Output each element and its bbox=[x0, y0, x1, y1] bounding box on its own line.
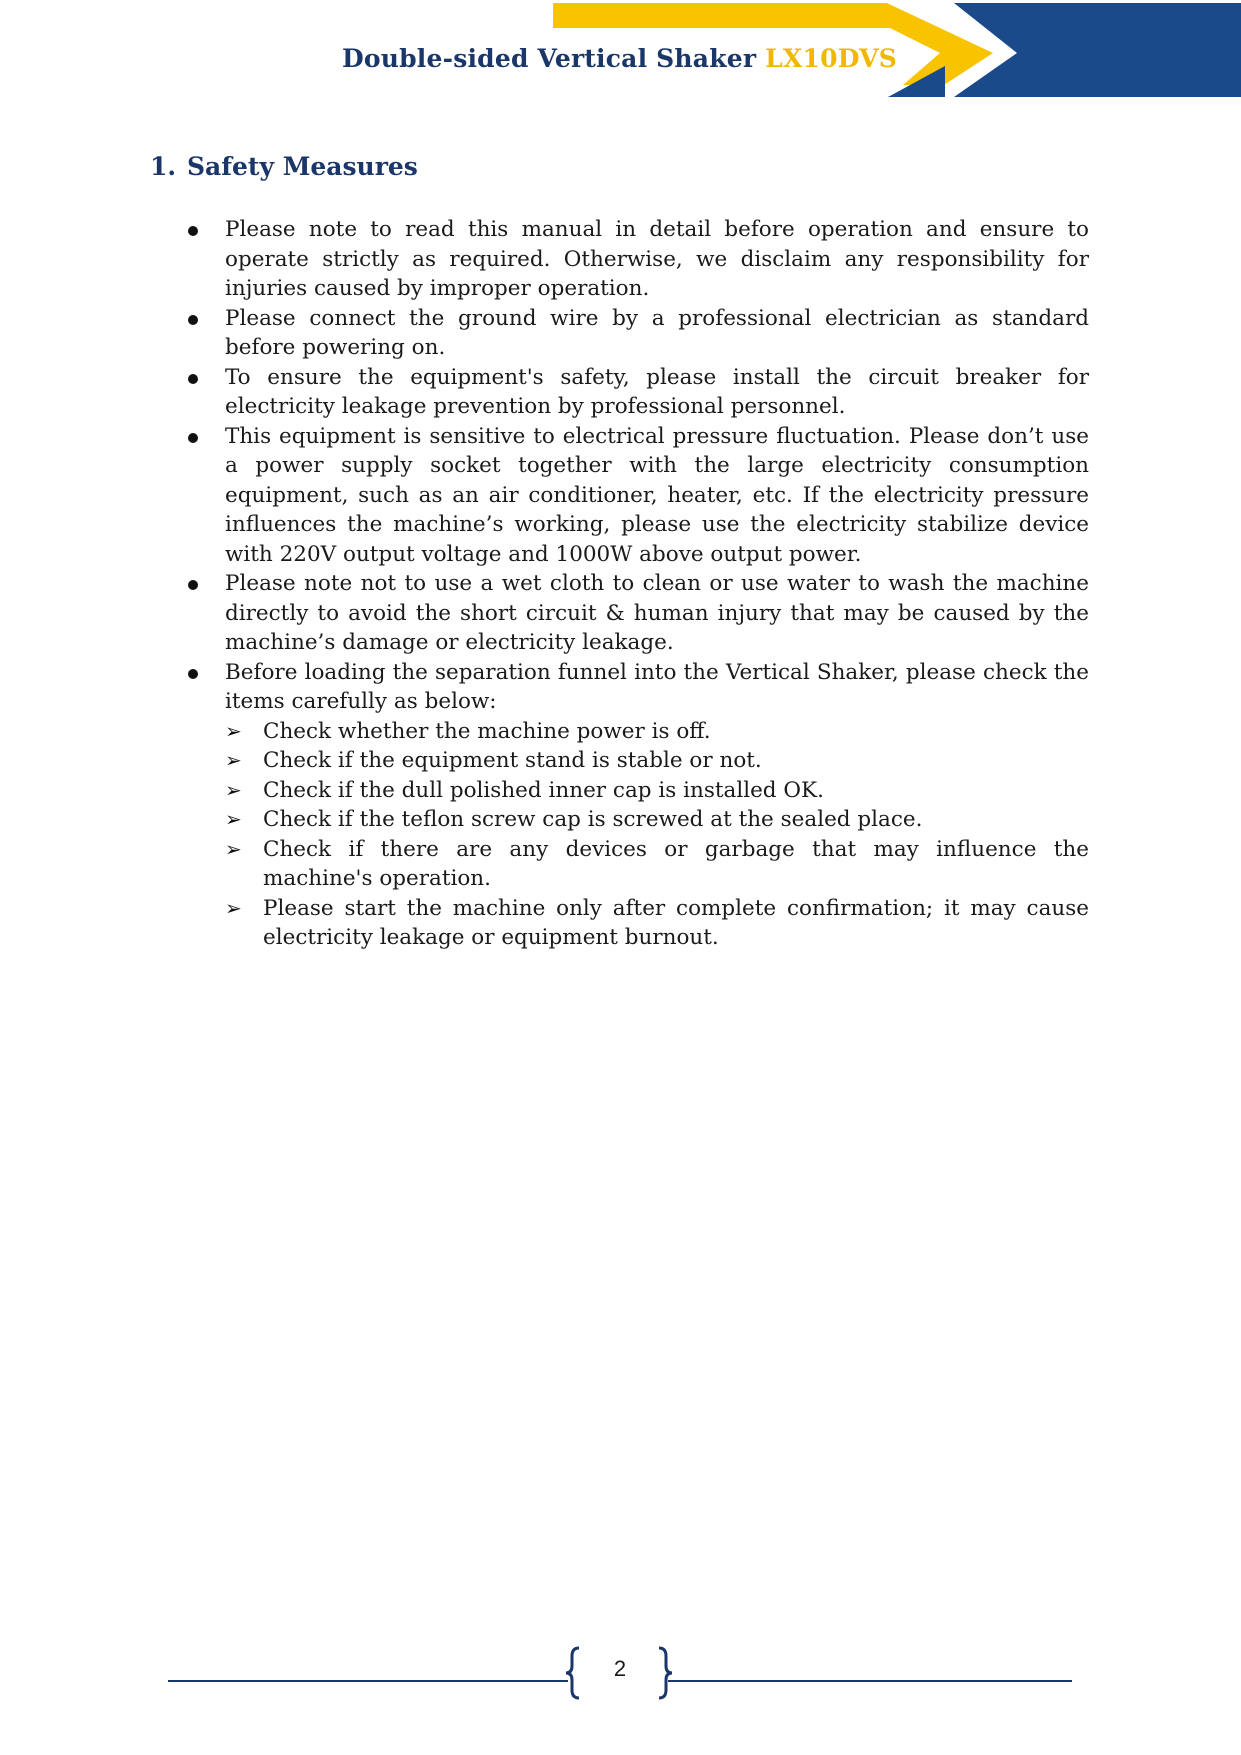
bullet-item bbox=[184, 363, 1089, 422]
bullet-item bbox=[184, 304, 1089, 363]
arrow-bullet-icon: ➢ bbox=[225, 777, 242, 802]
bullet-item bbox=[184, 215, 1089, 304]
sub-list-item bbox=[225, 746, 1089, 776]
safety-content bbox=[184, 215, 1089, 953]
sub-item-text: Check if there are any devices or garbage that may influence the machine's operation. bbox=[263, 836, 1089, 891]
check-sub-list bbox=[225, 717, 1089, 953]
arrow-bullet-icon: ➢ bbox=[225, 807, 242, 831]
bullet-item bbox=[184, 658, 1089, 953]
sub-list-item bbox=[225, 835, 1089, 894]
bullet-dot-icon bbox=[188, 374, 198, 384]
bullet-text: Please note not to use a wet cloth to clean or use water to wash the machine directly to avoid the short circuit & human injury that may be caused by the machine’s damage or electricity leakage. bbox=[225, 571, 1089, 655]
footer-right-brace-icon bbox=[659, 1648, 672, 1698]
sub-list-item bbox=[225, 717, 1089, 747]
bullet-dot-icon bbox=[188, 226, 198, 236]
bullet-dot-icon bbox=[188, 580, 198, 590]
bullet-text: To ensure the equipment's safety, please install the circuit breaker for electricity leakage prevention by professional personnel. bbox=[225, 364, 1089, 419]
section-heading bbox=[150, 152, 418, 181]
bullet-text: Please note to read this manual in detail before operation and ensure to operate strictly as required. Otherwise, we disclaim any responsibility for injuries caused by improper operation. bbox=[225, 217, 1089, 301]
document-title bbox=[342, 44, 897, 73]
page-number: 2 bbox=[613, 1656, 627, 1681]
bullet-text: Before loading the separation funnel into the Vertical Shaker, please check the items carefully as below: bbox=[225, 659, 1089, 714]
arrow-bullet-icon: ➢ bbox=[225, 748, 242, 772]
bullet-dot-icon bbox=[188, 315, 198, 325]
bullet-item bbox=[184, 569, 1089, 658]
bullet-dot-icon bbox=[188, 433, 198, 443]
arrow-bullet-icon: ➢ bbox=[225, 895, 242, 920]
sub-item-text: Check if the equipment stand is stable or not. bbox=[263, 748, 762, 773]
safety-bullet-list bbox=[184, 215, 1089, 953]
document-title-text: Double-sided Vertical Shaker bbox=[342, 44, 757, 73]
bullet-item bbox=[184, 422, 1089, 570]
sub-item-text: Check if the dull polished inner cap is installed OK. bbox=[263, 777, 824, 803]
sub-list-item bbox=[225, 805, 1089, 835]
sub-list-item bbox=[225, 894, 1089, 953]
bullet-dot-icon bbox=[188, 669, 198, 679]
sub-list-item bbox=[225, 776, 1089, 806]
section-title: Safety Measures bbox=[187, 152, 418, 181]
sub-item-text: Check if the teflon screw cap is screwed at the sealed place. bbox=[263, 807, 923, 832]
arrow-bullet-icon: ➢ bbox=[225, 718, 242, 743]
bullet-text: Please connect the ground wire by a professional electrician as standard before powering on. bbox=[225, 305, 1089, 360]
section-number: 1. bbox=[150, 152, 177, 181]
page-footer bbox=[0, 1640, 1241, 1700]
arrow-bullet-icon: ➢ bbox=[225, 836, 242, 861]
bullet-text: This equipment is sensitive to electrical pressure fluctuation. Please don’t use a power supply socket together with the large electricity consumption equipment, such as an air conditioner, heater, etc. If the electricity pressure influences the machine’s working, please use the electricity stabilize device with 220V output voltage and 1000W above output power. bbox=[225, 423, 1089, 567]
page-header bbox=[0, 0, 1241, 110]
header-blue-block bbox=[954, 3, 1241, 97]
model-number: LX10DVS bbox=[765, 44, 897, 73]
footer-left-brace-icon bbox=[566, 1648, 579, 1698]
sub-item-text: Check whether the machine power is off. bbox=[263, 718, 711, 744]
sub-item-text: Please start the machine only after complete confirmation; it may cause electricity leakage or equipment burnout. bbox=[263, 895, 1089, 950]
